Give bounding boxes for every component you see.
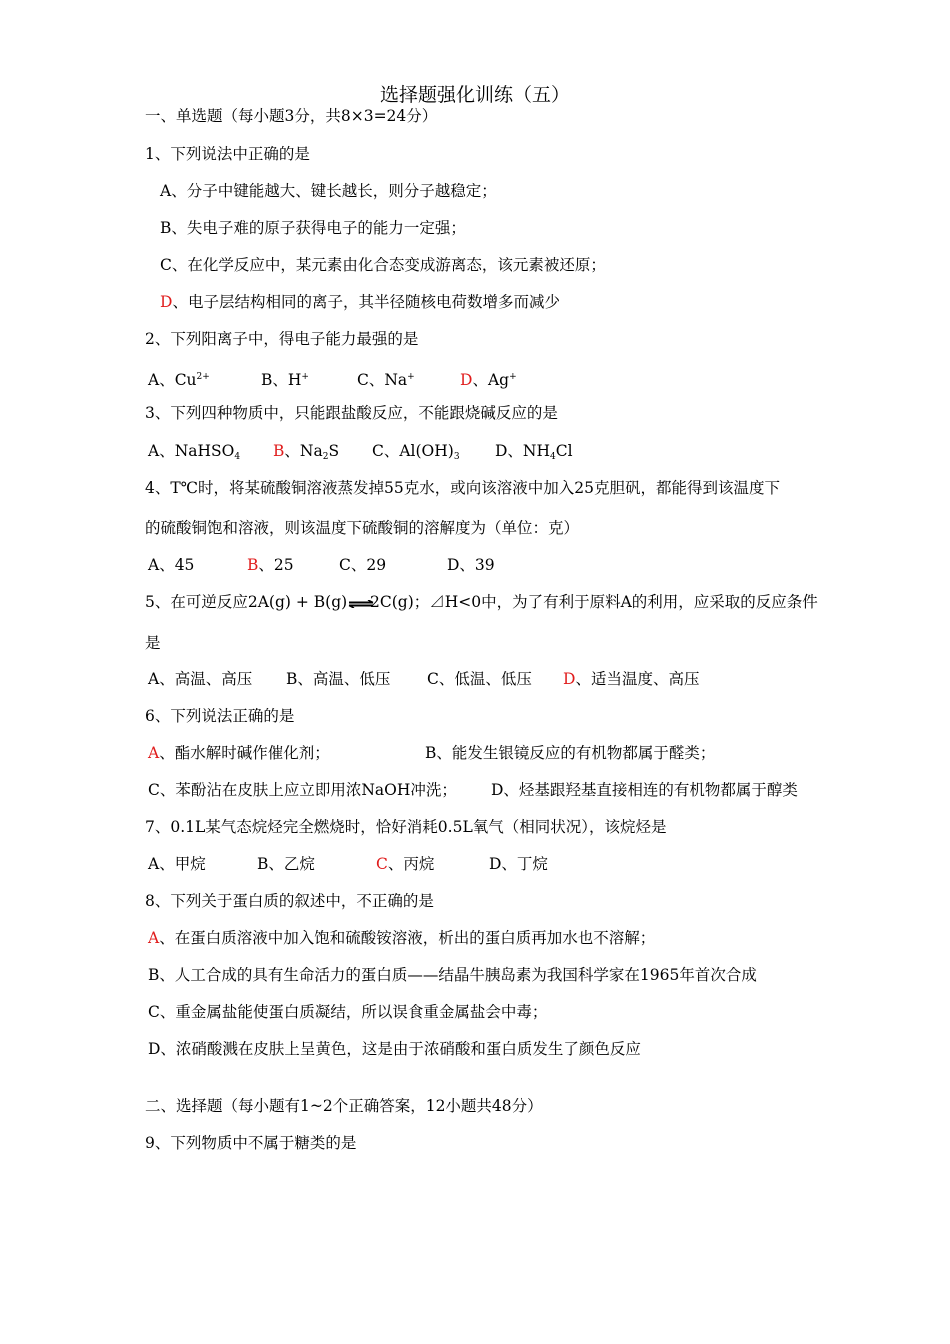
answer-letter: B [273, 442, 285, 460]
option-text: A、NaHSO [148, 442, 235, 460]
option-text: 、电子层结构相同的离子，其半径随核电荷数增多而减少 [172, 293, 560, 311]
option-text: 、在蛋白质溶液中加入饱和硫酸铵溶液，析出的蛋白质再加水也不溶解； [159, 929, 656, 947]
q7-option-b: B、乙烷 [257, 855, 315, 873]
q8-stem: 8、下列关于蛋白质的叙述中，不正确的是 [145, 892, 434, 910]
q3-stem: 3、下列四种物质中，只能跟盐酸反应，不能跟烧碱反应的是 [145, 404, 558, 422]
q4-stem-line-1: 4、T℃时，将某硫酸铜溶液蒸发掉55克水，或向该溶液中加入25克胆矾，都能得到该温度下 [145, 479, 780, 497]
superscript: + [407, 372, 415, 382]
section-1-heading: 一、单选题（每小题3分，共8×3=24分） [145, 107, 438, 125]
q5-option-a: A、高温、高压 [148, 670, 253, 688]
superscript: 2+ [196, 372, 210, 382]
option-text: A、Cu [148, 371, 197, 389]
section-2-heading: 二、选择题（每小题有1~2个正确答案，12小题共48分） [145, 1097, 543, 1115]
q5-option-c: C、低温、低压 [427, 670, 532, 688]
q7-stem: 7、0.1L某气态烷烃完全燃烧时，恰好消耗0.5L氧气（相同状况），该烷烃是 [145, 818, 667, 836]
q6-option-c: C、苯酚沾在皮肤上应立即用浓NaOH冲洗； [148, 781, 457, 799]
superscript: + [509, 372, 517, 382]
q8-option-b: B、人工合成的具有生命活力的蛋白质——结晶牛胰岛素为我国科学家在1965年首次合成 [148, 966, 757, 984]
answer-letter: D [563, 670, 576, 688]
subscript: 4 [234, 452, 241, 462]
q8-option-c: C、重金属盐能使蛋白质凝结，所以误食重金属盐会中毒； [148, 1003, 548, 1021]
q3-option-b [273, 441, 339, 467]
option-text: C、Na [357, 371, 408, 389]
q5-stem-line-1b: 2C(g)；⊿H<0中，为了有利于原料A的利用，应采取的反应条件 [370, 593, 818, 611]
option-text: 、适当温度、高压 [575, 670, 700, 688]
q3-option-a [148, 441, 240, 467]
option-text: 、酯水解时碱作催化剂； [159, 744, 330, 762]
q5-stem-line-1a: 5、在可逆反应2A(g) + B(g) [145, 593, 348, 611]
q6-option-b: B、能发生银镜反应的有机物都属于醛类； [425, 744, 716, 762]
q4-option-a: A、45 [148, 556, 195, 574]
q6-stem: 6、下列说法正确的是 [145, 707, 295, 725]
q4-option-c: C、29 [339, 556, 387, 574]
q4-option-b [247, 555, 294, 575]
q6-option-a [148, 743, 330, 763]
q6-option-d: D、烃基跟羟基直接相连的有机物都属于醇类 [491, 781, 798, 799]
answer-letter: B [247, 556, 259, 574]
q2-stem: 2、下列阳离子中，得电子能力最强的是 [145, 330, 419, 348]
subscript: 2 [322, 452, 329, 462]
q2-option-d [460, 367, 517, 390]
q7-option-c [376, 854, 434, 874]
option-text: 、丙烷 [387, 855, 435, 873]
q4-option-d: D、39 [447, 556, 495, 574]
q7-option-d: D、丁烷 [489, 855, 548, 873]
page-title: 选择题强化训练（五） [379, 84, 570, 106]
subscript: 3 [453, 452, 460, 462]
answer-letter: A [148, 744, 160, 762]
answer-letter: D [460, 371, 473, 389]
subscript: 4 [550, 452, 556, 462]
option-text: B、H [261, 371, 302, 389]
q2-option-c [357, 367, 415, 390]
q4-stem-line-2: 的硫酸铜饱和溶液，则该温度下硫酸铜的溶解度为（单位：克） [145, 519, 580, 537]
q9-stem: 9、下列物质中不属于糖类的是 [145, 1134, 357, 1152]
q3-option-d [495, 441, 573, 467]
option-text: 、Na [284, 442, 323, 460]
q1-option-d [160, 292, 560, 312]
superscript: + [301, 372, 309, 382]
q2-option-a [148, 367, 210, 390]
q8-option-a [148, 928, 655, 948]
option-text: D、NH [495, 442, 551, 460]
q1-option-c: C、在化学反应中，某元素由化合态变成游离态，该元素被还原； [160, 256, 606, 274]
q8-option-d: D、浓硝酸溅在皮肤上呈黄色，这是由于浓硝酸和蛋白质发生了颜色反应 [148, 1040, 641, 1058]
q1-option-b: B、失电子难的原子获得电子的能力一定强； [160, 219, 466, 237]
option-text: 、25 [258, 556, 294, 574]
option-text: C、Al(OH) [372, 442, 454, 460]
option-text-tail: S [328, 442, 340, 460]
answer-letter: A [148, 929, 160, 947]
q2-option-b [261, 367, 309, 390]
option-text-tail: Cl [555, 442, 573, 460]
q1-stem: 1、下列说法中正确的是 [145, 145, 310, 163]
q5-stem-line-2: 是 [145, 634, 161, 652]
q3-option-c [372, 441, 460, 467]
q1-option-a: A、分子中键能越大、键长越长，则分子越稳定； [160, 182, 497, 200]
q7-option-a: A、甲烷 [148, 855, 206, 873]
q5-option-b: B、高温、低压 [286, 670, 391, 688]
answer-letter: C [376, 855, 388, 873]
answer-letter: D [160, 293, 173, 311]
q5-option-d [563, 669, 699, 689]
option-text: 、Ag [472, 371, 510, 389]
